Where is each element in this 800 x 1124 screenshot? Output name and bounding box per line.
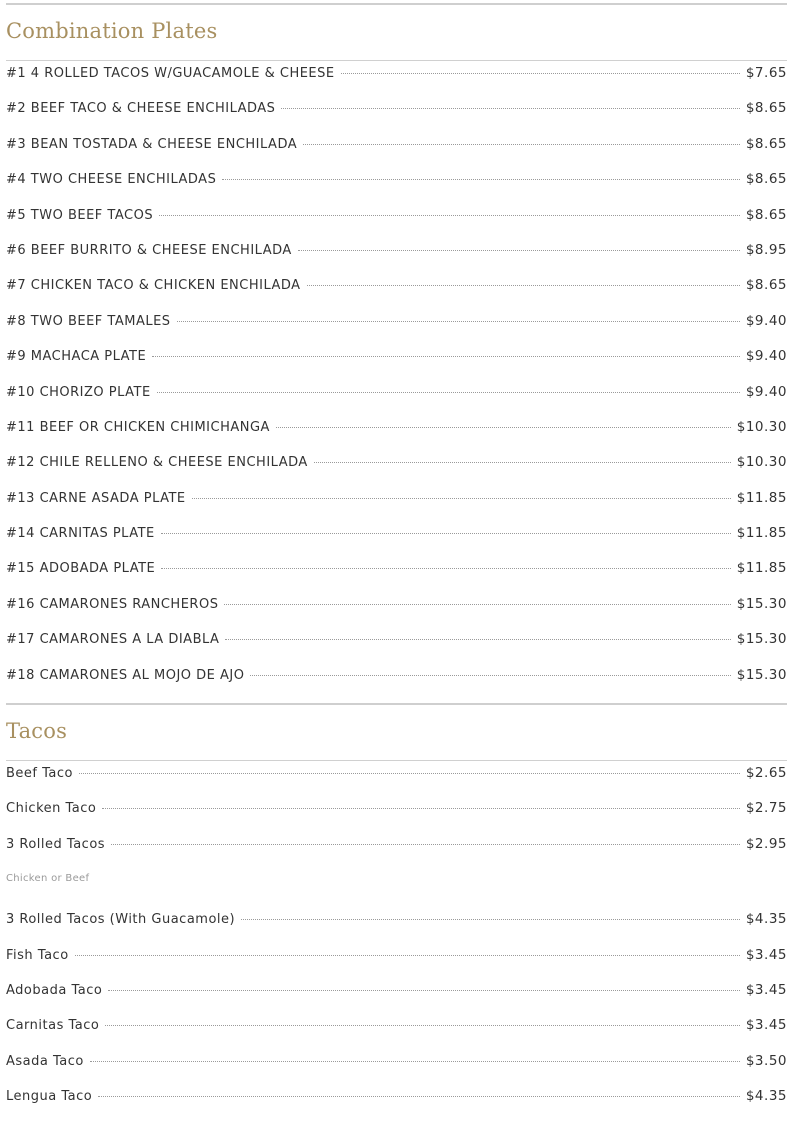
menu-item-price: $2.75 [745,800,787,817]
menu-item [6,836,787,871]
menu-item-name: #18 CAMARONES AL MOJO DE AJO [6,667,245,683]
menu-item-price: $7.65 [745,65,787,81]
combination-plates-list [6,65,787,702]
menu-item [6,100,787,135]
dot-leader [192,498,731,499]
dot-leader [90,1061,740,1062]
menu-item-name: Beef Taco [6,766,73,781]
menu-item-price: $9.40 [745,348,787,365]
menu-item-name: #3 BEAN TOSTADA & CHEESE ENCHILADA [6,136,298,152]
dot-leader [225,639,730,640]
dot-leader [303,144,740,145]
section-top-rule [6,703,787,705]
menu-item-name: #16 CAMARONES RANCHEROS [6,596,219,612]
menu-item-price: $11.85 [736,560,787,577]
menu-item-name: Asada Taco [6,1053,84,1069]
menu-item-price: $15.30 [736,631,787,648]
section-top-rule [6,3,787,5]
dot-leader [152,356,740,357]
combination-plates-section [6,3,787,703]
menu-item-name: #5 TWO BEEF TACOS [6,207,154,223]
menu-item-name: #8 TWO BEEF TAMALES [6,313,171,329]
menu-item-name: #10 CHORIZO PLATE [6,384,151,400]
menu-item [6,596,787,631]
menu-item [6,982,787,1017]
menu-item [6,419,787,454]
menu-item [6,911,787,946]
dot-leader [98,1096,740,1097]
menu-item-price: $11.85 [736,525,787,542]
dot-leader [159,215,740,216]
menu-item [6,560,787,595]
menu-item-name: 3 Rolled Tacos (With Guacamole) [6,912,236,928]
tacos-list [6,765,787,1124]
menu-item-price: $4.35 [745,1088,787,1105]
dot-leader [105,1025,740,1026]
menu-item-price: $3.45 [745,946,787,963]
menu-item [6,65,787,100]
dot-leader [250,675,730,676]
menu-item-price: $2.95 [745,835,787,852]
menu-item-price: $15.30 [736,666,787,683]
menu-item [6,800,787,835]
menu-item [6,1017,787,1052]
menu-item-name: #6 BEEF BURRITO & CHEESE ENCHILADA [6,242,292,258]
menu-item [6,765,787,800]
menu-item [6,490,787,525]
menu-item-price: $8.65 [745,206,787,223]
tacos-section [6,703,787,1113]
section-title-rule [6,760,787,761]
menu-item-name: #9 MACHACA PLATE [6,349,147,365]
menu-item-name: Adobada Taco [6,982,103,998]
menu-item-name: #7 CHICKEN TACO & CHICKEN ENCHILADA [6,278,301,294]
dot-leader [222,179,740,180]
menu-item [6,454,787,489]
menu-item [6,1088,787,1123]
menu-item-price: $3.50 [745,1052,787,1069]
menu-item-name: #4 TWO CHEESE ENCHILADAS [6,172,217,188]
dot-leader [102,808,739,809]
menu-item [6,384,787,419]
menu-item-price: $10.30 [736,418,787,435]
menu-item-price: $3.45 [745,981,787,998]
menu-item-price: $8.95 [745,241,787,258]
menu-item-price: $15.30 [736,595,787,612]
menu-item [6,136,787,171]
dot-leader [157,392,740,393]
dot-leader [108,990,740,991]
menu-item-name: 3 Rolled Tacos [6,836,106,852]
dot-leader [177,321,740,322]
dot-leader [79,773,740,774]
menu-item [6,631,787,666]
menu-item [6,348,787,383]
menu-item-name: Carnitas Taco [6,1018,100,1034]
menu-item-price: $8.65 [745,100,787,117]
section-title-rule [6,60,787,61]
menu-item [6,1053,787,1088]
dot-leader [341,73,740,74]
dot-leader [281,108,739,109]
dot-leader [224,604,730,605]
menu-item-price: $11.85 [736,489,787,506]
menu-item-name: #2 BEEF TACO & CHEESE ENCHILADAS [6,101,276,117]
section-title: Tacos [6,719,68,743]
menu-item [6,277,787,312]
menu-item [6,525,787,560]
menu-item [6,207,787,242]
menu-item-price: $10.30 [736,454,787,471]
menu-item [6,667,787,702]
menu-item-name: #12 CHILE RELLENO & CHEESE ENCHILADA [6,455,308,471]
menu-item [6,242,787,277]
menu-item-name: #11 BEEF OR CHICKEN CHIMICHANGA [6,419,270,435]
dot-leader [161,568,731,569]
menu-item-name: Fish Taco [6,947,69,963]
menu-item-name: #14 CARNITAS PLATE [6,526,155,542]
menu-item-price: $8.65 [745,135,787,152]
dot-leader [298,250,740,251]
dot-leader [307,285,740,286]
dot-leader [75,955,740,956]
dot-leader [161,533,731,534]
dot-leader [241,919,740,920]
menu-item-price: $8.65 [745,277,787,294]
menu-item-name: #17 CAMARONES A LA DIABLA [6,632,220,648]
menu-item-name: #1 4 ROLLED TACOS W/GUACAMOLE & CHEESE [6,66,335,81]
menu-item-price: $9.40 [745,383,787,400]
menu-item-price: $3.45 [745,1017,787,1034]
menu-item-name: Chicken Taco [6,801,97,817]
menu-item-price: $8.65 [745,171,787,188]
menu-item-price: $9.40 [745,312,787,329]
menu-item [6,313,787,348]
menu-item-price: $4.35 [745,911,787,928]
section-title: Combination Plates [6,19,218,43]
menu-item-name: Lengua Taco [6,1089,93,1105]
dot-leader [314,462,731,463]
dot-leader [111,844,740,845]
menu-item [6,171,787,206]
menu-item-price: $2.65 [745,765,787,781]
menu-item [6,947,787,982]
menu-item-name: #13 CARNE ASADA PLATE [6,490,186,506]
menu-item-note: Chicken or Beef [6,873,90,885]
dot-leader [276,427,731,428]
menu-item-name: #15 ADOBADA PLATE [6,561,156,577]
